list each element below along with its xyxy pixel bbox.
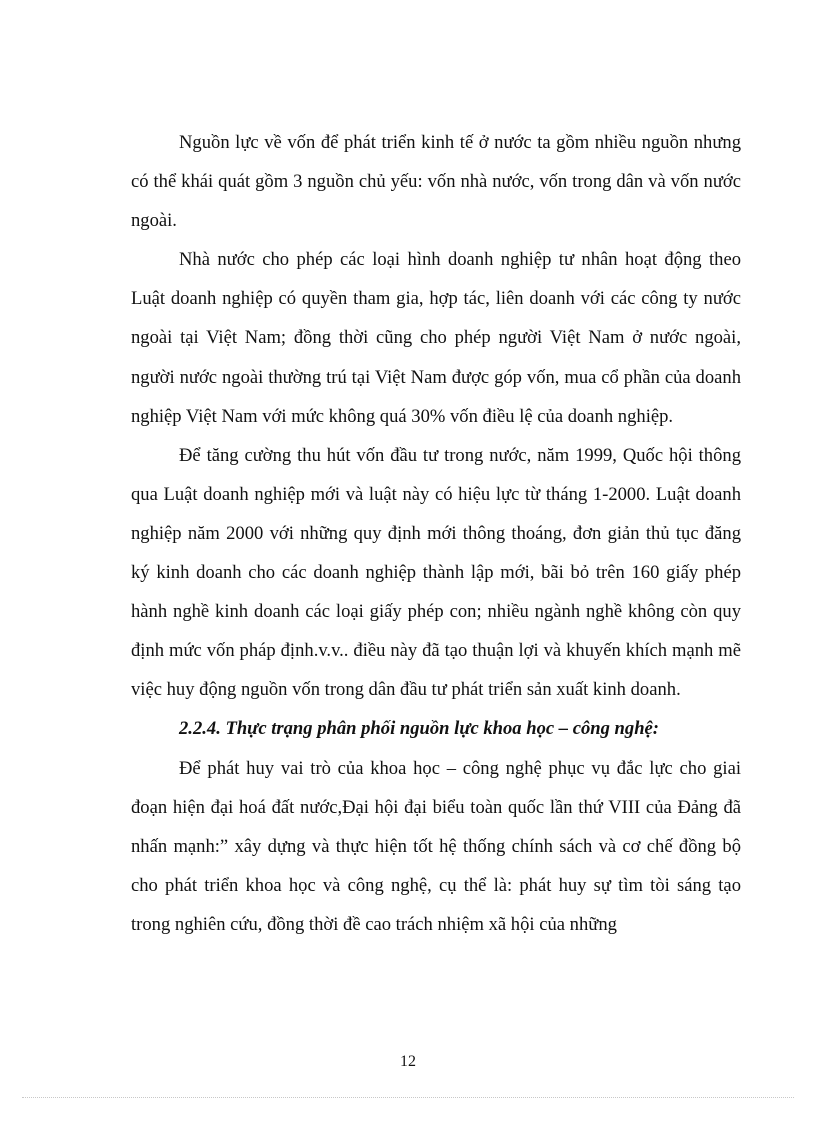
paragraph-enterprise-law: Để tăng cường thu hút vốn đầu tư trong nước, năm 1999, Quốc hội thông qua Luật doanh nghiệp mới và luật này có hiệu lực từ tháng 1-2000. Luật doanh nghiệp năm 2000 với những quy định mới thông thoáng, đơn giản thủ tục đăng ký kinh doanh cho các doanh nghiệp thành lập mới, bãi bỏ trên 160 giấy phép hành nghề kinh doanh các loại giấy phép con; nhiều ngành nghề không còn quy định mức vốn pháp định.v.v.. điều này đã tạo thuận lợi và khuyến khích mạnh mẽ việc huy động nguồn vốn trong dân đầu tư phát triển sản xuất kinh doanh. xyxy=(131,444,741,701)
page-bottom-divider xyxy=(22,1097,794,1098)
paragraph-science-technology: Để phát huy vai trò của khoa học – công nghệ phục vụ đắc lực cho giai đoạn hiện đại hoá đất nước,Đại hội đại biểu toàn quốc lần thứ VIII của Đảng đã nhấn mạnh:” xây dựng và thực hiện tốt hệ thống chính sách và cơ chế đồng bộ cho phát triển khoa học và công nghệ, cụ thể là: phát huy sự tìm tòi sáng tạo trong nghiên cứu, đồng thời đề cao trách nhiệm xã hội của những xyxy=(131,757,741,935)
paragraph-private-enterprise: Nhà nước cho phép các loại hình doanh nghiệp tư nhân hoạt động theo Luật doanh nghiệp có quyền tham gia, hợp tác, liên doanh với các công ty nước ngoài tại Việt Nam; đồng thời cũng cho phép người Việt Nam ở nước ngoài, người nước ngoài thường trú tại Việt Nam được góp vốn, mua cổ phần của doanh nghiệp Việt Nam với mức không quá 30% vốn điều lệ của doanh nghiệp. xyxy=(131,249,741,427)
paragraph-capital-sources: Nguồn lực về vốn để phát triển kinh tế ở nước ta gồm nhiều nguồn nhưng có thể khái quát gồm 3 nguồn chủ yếu: vốn nhà nước, vốn trong dân và vốn nước ngoài. xyxy=(131,132,741,232)
section-heading: 2.2.4. Thực trạng phân phối nguồn lực khoa học – công nghệ: xyxy=(179,718,659,740)
body-text xyxy=(131,123,741,944)
page-number: 12 xyxy=(400,1053,416,1070)
